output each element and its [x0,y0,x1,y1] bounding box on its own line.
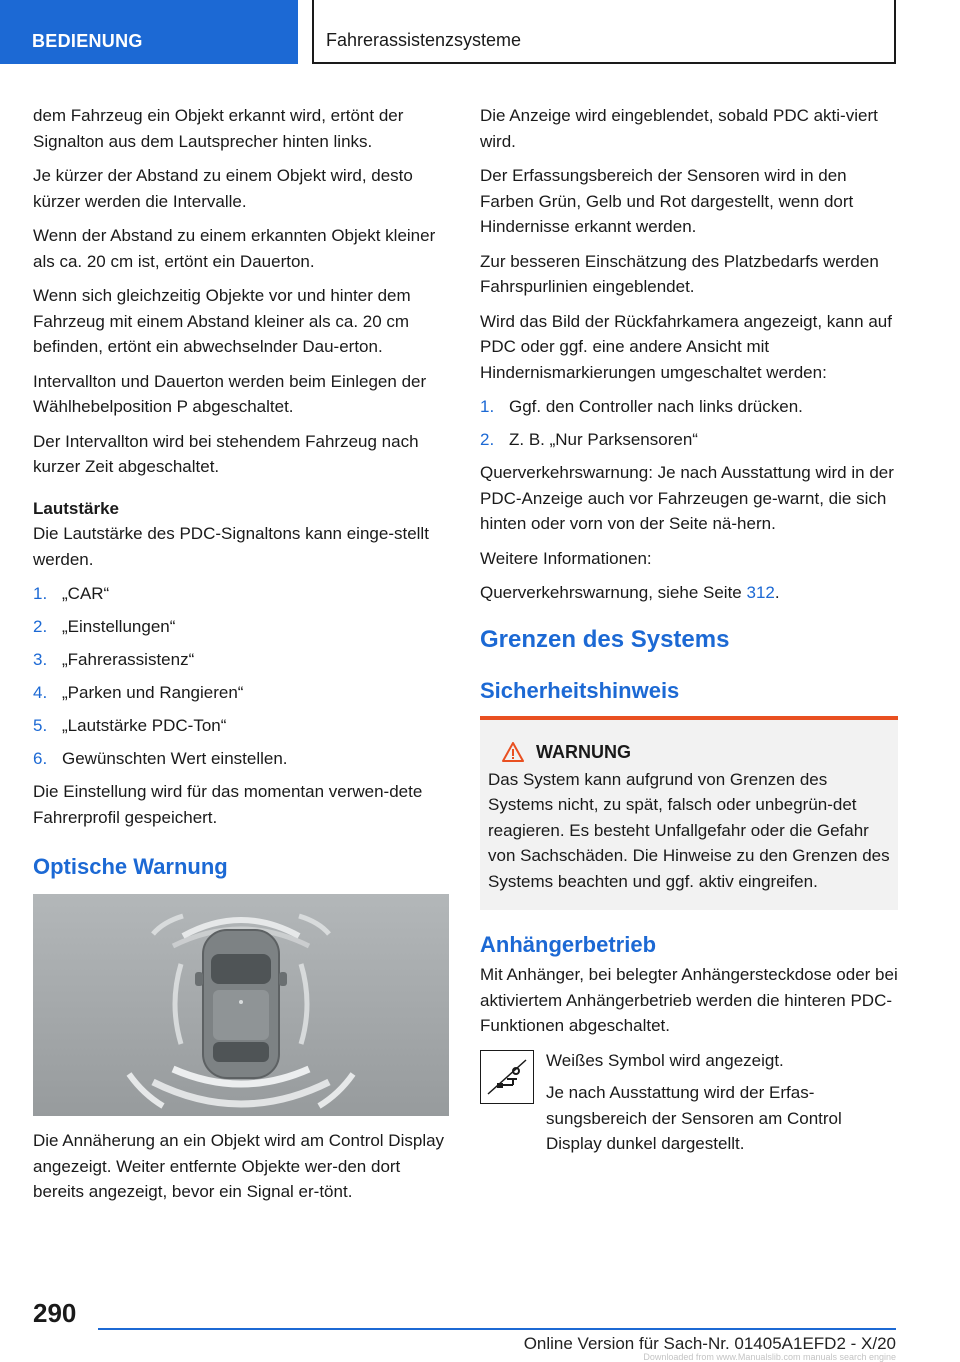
camera-steps [480,394,898,453]
list-item: 1. Ggf. den Controller nach links drücken. [480,397,803,416]
paragraph: Zur besseren Einschätzung des Platzbedarfs werden Fahrspurlinien eingeblendet. [480,251,879,296]
list-item: 2. Z. B. „Nur Parksensoren“ [480,430,698,449]
warning-box [480,716,898,911]
page-number: 290 [33,1298,77,1328]
optical-caption: Die Annäherung an ein Objekt wird am Control Display angezeigt. Weiter entfernte Objekte wer‐den dort bereits angezeigt, bevor ein Signal er‐tönt. [33,1131,445,1201]
paragraph: Wenn sich gleichzeitig Objekte vor und hinter dem Fahrzeug mit einem Abstand kleiner als ca. 20 cm befinden, ertönt ein abwechselnder Dau‐erton. [33,286,411,356]
paragraph: Die Anzeige wird eingeblendet, sobald PDC akti‐viert wird. [480,106,878,151]
section-tab: BEDIENUNG [0,0,298,64]
left-column [33,103,449,1214]
list-item: 1. „CAR“ [33,584,110,603]
warning-title: WARNUNG [536,741,631,762]
warning-text: Das System kann aufgrund von Grenzen des Systems nicht, zu spät, falsch oder unbegrün‐det reagieren. Es besteht Unfallgefahr oder die Gefahr von Sachschäden. Die Hinweise zu den Grenzen des Systems beachten und ggf. aktiv eingreifen. [488,769,890,891]
optical-warning-heading: Optische Warnung [33,854,228,879]
list-item: 3. „Fahrerassistenz“ [33,650,195,669]
list-item: 2. „Einstellungen“ [33,617,176,636]
page-link[interactable]: 312 [746,583,775,602]
trailer-heading: Anhängerbetrieb [480,932,657,957]
footer-version: Online Version für Sach-Nr. 01405A1EFD2 - X/20 [523,1334,896,1353]
profile-note: Die Einstellung wird für das momentan verwen‐dete Fahrerprofil gespeichert. [33,782,423,827]
watermark: Downloaded from www.Manualslib.com manuals search engine [643,1352,896,1362]
volume-heading: Lautstärke [33,498,119,518]
car-top-view-illustration [33,894,449,1116]
footer-divider [98,1328,896,1330]
chapter-title: Fahrerassistenzsysteme [312,0,896,64]
trailer-text: Mit Anhänger, bei belegter Anhängersteckdose oder bei aktiviertem Anhängerbetrieb werden die hinteren PDC-Funktionen abgeschaltet. [480,965,898,1035]
volume-steps [33,581,449,772]
paragraph: Je kürzer der Abstand zu einem Objekt wird, desto kürzer werden die Intervalle. [33,166,413,211]
cross-traffic-reference: Querverkehrswarnung, siehe Seite 312. [480,583,780,602]
trailer-icon-desc: Je nach Ausstattung wird der Erfas‐sungsbereich der Sensoren am Control Display dunkel dargestellt. [546,1083,842,1153]
paragraph: Wenn der Abstand zu einem erkannten Objekt kleiner als ca. 20 cm ist, ertönt ein Dauerton. [33,226,436,271]
paragraph: Der Intervallton wird bei stehendem Fahrzeug nach kurzer Zeit abgeschaltet. [33,431,419,476]
safety-heading: Sicherheitshinweis [480,677,680,703]
right-column [480,103,898,1157]
volume-intro: Die Lautstärke des PDC-Signaltons kann einge‐stellt werden. [33,524,429,569]
paragraph: dem Fahrzeug ein Objekt erkannt wird, ertönt der Signalton aus dem Lautsprecher hinten links. [33,106,404,151]
warning-triangle-icon [502,742,524,762]
list-item: 4. „Parken und Rangieren“ [33,683,244,702]
list-item: 6. Gewünschten Wert einstellen. [33,749,288,768]
list-item: 5. „Lautstärke PDC-Ton“ [33,716,227,735]
warning-header [488,742,890,763]
cross-traffic-paragraph: Querverkehrswarnung: Je nach Ausstattung wird in der PDC-Anzeige auch vor Fahrzeugen ge‐warnt, die sich hinten oder vorn von der Seite nä‐hern. [480,463,894,533]
pdc-display-figure [33,894,449,1116]
paragraph: Intervallton und Dauerton werden beim Einlegen der Wählhebelposition P abgeschaltet. [33,371,427,416]
more-info: Weitere Informationen: [480,548,652,568]
paragraph: Der Erfassungsbereich der Sensoren wird in den Farben Grün, Gelb und Rot dargestellt, wenn dort Hindernisse erkannt werden. [480,166,854,236]
limits-heading: Grenzen des Systems [480,625,730,653]
trailer-symbol-row [480,1048,898,1157]
paragraph: Wird das Bild der Rückfahrkamera angezeigt, kann auf PDC oder ggf. eine andere Ansicht mit Hindernismarkierungen umgeschaltet werden: [480,311,892,382]
trailer-icon-text: Weißes Symbol wird angezeigt. [546,1050,784,1070]
